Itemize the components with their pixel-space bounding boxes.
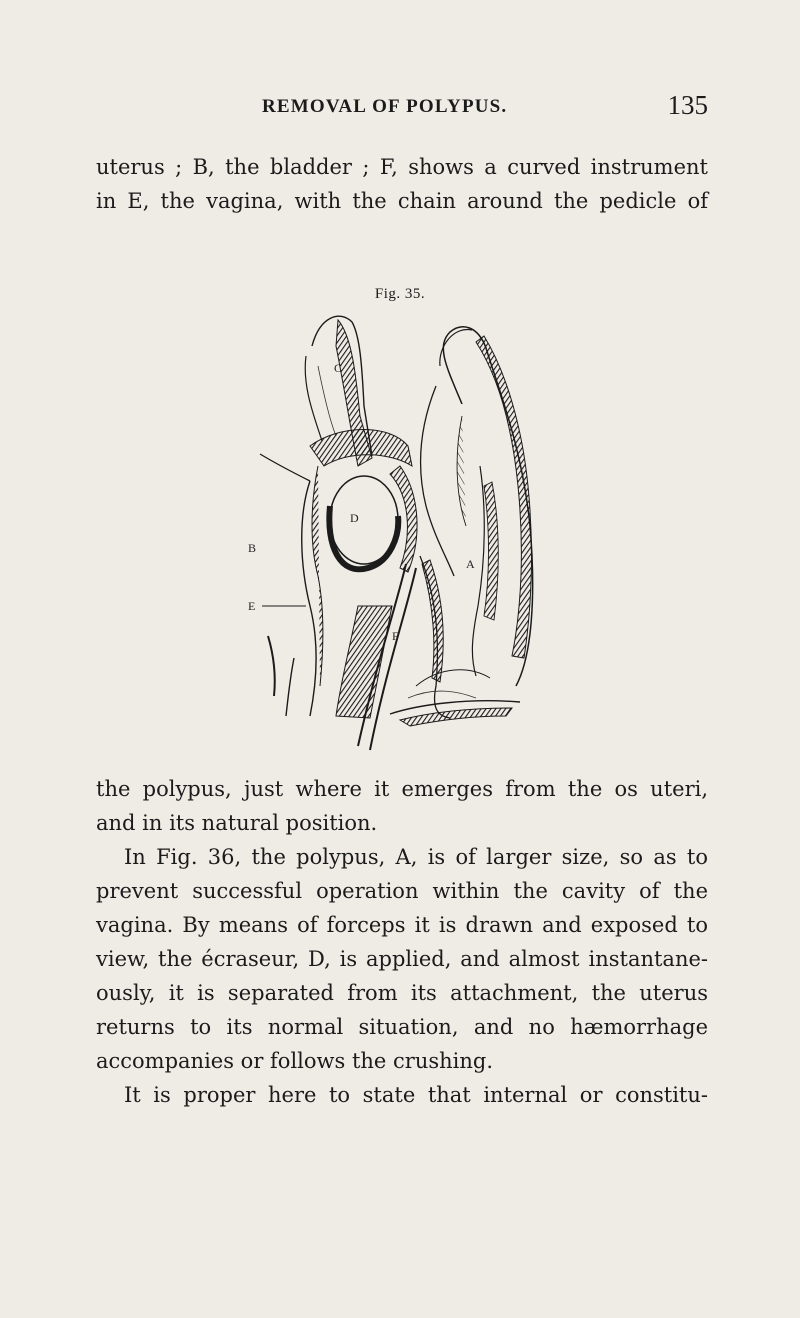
text-line: ously, it is separated from its attachment, the uterus <box>96 981 708 1005</box>
text-line: prevent successful operation within the cavity of the <box>96 879 708 903</box>
page-number: 135 <box>667 90 708 120</box>
text-line: uterus ; B, the bladder ; F, shows a curved instrument <box>96 155 708 179</box>
text-line: It is proper here to state that internal or constitu- <box>124 1083 708 1107</box>
text-line: In Fig. 36, the polypus, A, is of larger size, so as to <box>124 845 708 869</box>
label-f: F <box>392 629 399 643</box>
label-c: C <box>334 361 343 375</box>
text-line: in E, the vagina, with the chain around the pedicle of <box>96 189 708 213</box>
text-line: returns to its normal situation, and no hæmorrhage <box>96 1015 708 1039</box>
text-line: accompanies or follows the crushing. <box>96 1049 494 1073</box>
text-line: the polypus, just where it emerges from the os uteri, <box>96 777 708 801</box>
label-b: B <box>248 541 257 555</box>
figure-caption: Fig. 35. <box>374 286 426 302</box>
text-line: view, the écraseur, D, is applied, and almost instantane- <box>96 947 708 971</box>
page-header <box>96 90 708 128</box>
text-line: vagina. By means of forceps it is drawn and exposed to <box>96 913 708 937</box>
anatomical-illustration <box>240 306 540 762</box>
bladder-and-mass <box>260 430 417 717</box>
paragraph-bottom <box>96 772 708 1112</box>
label-e: E <box>248 599 256 613</box>
paragraph-top <box>96 150 708 218</box>
text-line: and in its natural position. <box>96 811 378 835</box>
illustration-drawing <box>240 306 540 762</box>
label-a: A <box>466 557 475 571</box>
running-head: REMOVAL OF POLYPUS. <box>262 96 508 117</box>
label-d: D <box>350 511 359 525</box>
